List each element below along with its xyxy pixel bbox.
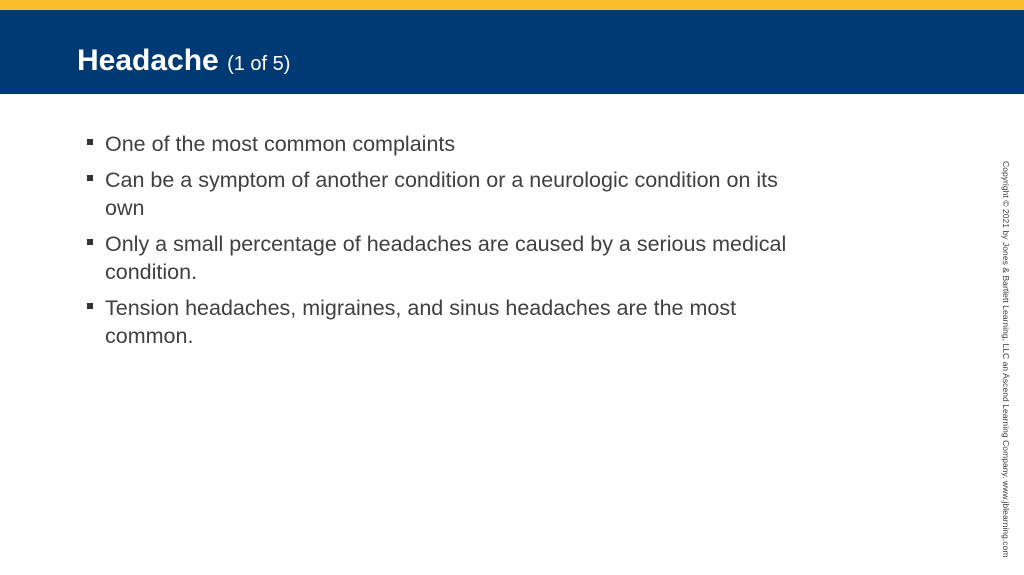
bullet-item [86,130,806,158]
title-bar [0,10,1024,94]
bullet-list [86,130,806,358]
slide-title-main: Headache [77,44,219,77]
accent-stripe [0,0,1024,10]
square-bullet-icon [87,139,93,145]
bullet-text: One of the most common complaints [105,132,456,156]
bullet-item [86,230,806,286]
bullet-item [86,166,806,222]
slide-title [77,43,290,82]
bullet-item [86,294,806,350]
bullet-text: Can be a symptom of another condition or a neurologic condition on its own [105,168,778,220]
square-bullet-icon [87,239,93,245]
bullet-text: Only a small percentage of headaches are caused by a serious medical condition. [105,232,787,284]
slide-title-counter: (1 of 5) [227,53,291,75]
bullet-text: Tension headaches, migraines, and sinus headaches are the most common. [105,296,737,348]
copyright-notice: Copyright © 2021 by Jones & Bartlett Learning, LLC an Ascend Learning Company. www.jblearning.com [1001,161,1011,558]
square-bullet-icon [87,175,93,181]
square-bullet-icon [87,303,93,309]
